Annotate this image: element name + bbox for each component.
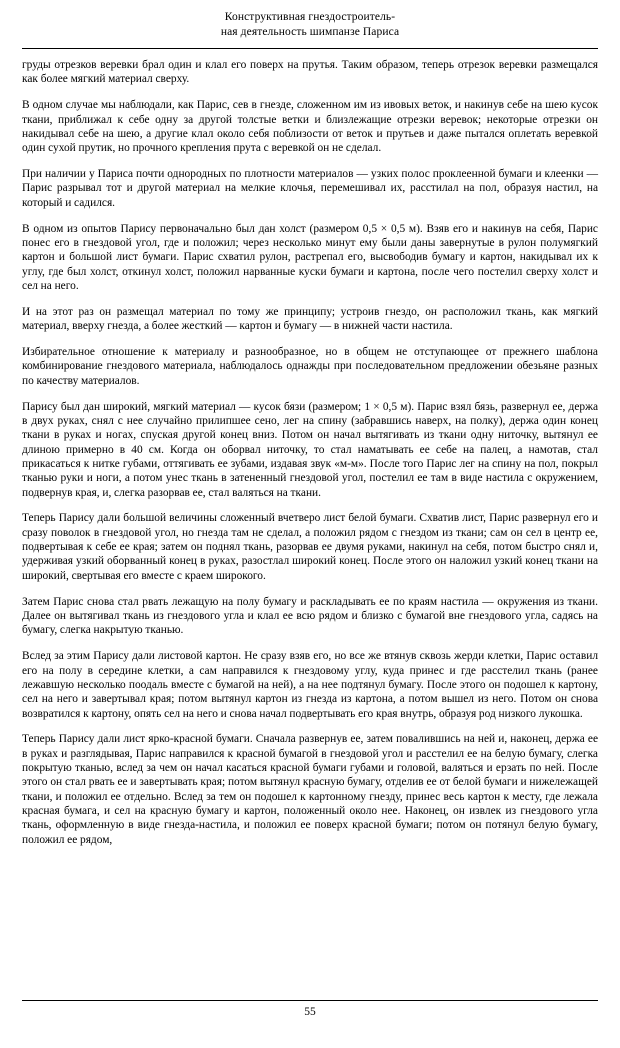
- paragraph: груды отрезков веревки брал один и клал его поверх на прутья. Таким образом, теперь отрезок веревки размещался как более мягкий материал сверху.: [22, 59, 598, 86]
- paragraph: Избирательное отношение к материалу и разнообразное, но в общем не отступающее от прежнего шаблона комбинирование гнездового материала, наблюдалось однажды при последовательном предложении обезьяне разных по качеству материалов.: [22, 346, 598, 387]
- paragraph: При наличии у Париса почти однородных по плотности материалов — узких полос проклеенной бумаги и клеенки — Парис разрывал тот и другой материал на мелкие клочья, перемешивал их, расстилал на пол, образуя настил, на который и садился.: [22, 168, 598, 209]
- body-text: [22, 49, 598, 847]
- page-number: 55: [304, 1006, 316, 1018]
- running-head-line-2: ная деятельность шимпанзе Париса: [220, 26, 400, 38]
- paragraph: Теперь Парису дали большой величины сложенный вчетверо лист белой бумаги. Схватив лист, Парис развернул его и сразу поволок в гнездовой угол, но гнезда там не сделал, а положил рядом с гнездом из ткани; сам он сел в центр ее, подвертывая к себе ее края; затем он поднял ткань, разорвав ее двумя руками, накинул на себя, потом быстро снял и, удерживая узкий оборванный конец в руках, разостлал широкий конец. После этого он наложил узкий конец ткани на широкий, свертывая его вместе с краем широкого.: [22, 512, 598, 582]
- paragraph: Вслед за этим Парису дали листовой картон. Не сразу взяв его, но все же втянув сквозь жерди клетки, Парис оставил его на полу в середине клетки, а сам направился к гнездовому углу, куда принес и где расстелил ткань (ранее лежавшую несколько поодаль вместе с бумагой на ней), а на нее подтянул бумагу. После этого он подошел к картону, сел на него и завертывал края; потом вытянул картон из гнезда из картона, а потом вышел из него. Потом он снова возвратился к картону, опять сел на него и снова начал подвертывать его края внутрь, образуя род низкого лукошка.: [22, 650, 598, 720]
- paragraph: В одном из опытов Парису первоначально был дан холст (размером 0,5 × 0,5 м). Взяв его и накинув на себя, Парис понес его в гнездовой угол, где и положил; через несколько минут ему были даны завернутые в рулон полумягкий картон и большой лист бумаги. Парис схватил рулон, растрепал его, высвободив бумагу и картон, накидывал их к углу, где был холст, откинул холст, положил нарванные куски бумаги и картона, после чего постелил сверху холст и сел на него.: [22, 222, 598, 292]
- paragraph: Парису был дан широкий, мягкий материал — кусок бязи (размером; 1 × 0,5 м). Парис взял бязь, развернул ее, держа в двух руках, снял с нее случайно прилипшее сено, лег на спину (забравшись наверх, на полку), держа один конец ткани в руках и ногах, спуская другой конец вниз. Потом он начал вытягивать из ткани одну ниточку, вытянул ее длиною примерно в 40 см. Когда он оборвал ниточку, то стал наматывать ее себе на палец, а намотав, стал прикасаться к нитке губами, оттягивать ее зубами, издавая звук «м-м». После того Парис лег на спину на пол, покрыл тканью руки и ноги, а потом унес ткань в затененный гнездовой угол, постелил ее там в виде настила с окружением, подвернув края, и, слегка разорвав ее, стал валяться на ткани.: [22, 400, 598, 499]
- footer-rule: [22, 1000, 598, 1001]
- paragraph: В одном случае мы наблюдали, как Парис, сев в гнезде, сложенном им из ивовых веток, и накинув себе на шею кусок ткани, приближал к себе одну за другой толстые ветки и близлежащие отрезки веревок; некоторые отрезки он накидывал себе на шею, а другие клал около себя поблизости от веток и прутьев и даже пытался оплетать веревкой один сухой прутик, но прочного крепления прута с веревкой он не сделал.: [22, 99, 598, 155]
- running-head-line-1: Конструктивная гнездостроитель-: [224, 11, 396, 23]
- running-head: [0, 0, 620, 40]
- paragraph: Теперь Парису дали лист ярко-красной бумаги. Сначала развернув ее, затем повалившись на ней и, наконец, держа ее в руках и разглядывая, Парис направился к красной бумагой в гнездовой угол и расстелил ее на белую бумагу, слегка покрытую тканью, вслед за чем он начал касаться красной бумаги губами и головой, валяться и ерзать по ней. После этого он стал рвать ее и завертывать края; потом вытянул красную бумагу, отделив ее от белой бумаги и нижележащей ткани, и положил ее отдельно. Вслед за тем он подошел к картонному гнезду, принес весь картон к месту, где лежала красная бумага, и сел на красную бумагу и картон, положенный около нее. Наконец, он извлек из гнездового угла ткань, оформленную в виде гнезда-настила, и положил ее поверх красной бумаги; потом он потянул белую бумагу, положил ее рядом,: [22, 733, 598, 846]
- paragraph: И на этот раз он размещал материал по тому же принципу; устроив гнездо, он расположил ткань, как мягкий материал, вверху гнезда, а более жесткий — картон и бумагу — в нижней части настила.: [22, 305, 598, 333]
- paragraph: Затем Парис снова стал рвать лежащую на полу бумагу и раскладывать ее по краям настила — окружения из ткани. Далее он вытягивал ткань из гнездового угла и клал ее всю рядом и близко с бумагой вне гнездового угла, садясь на бумагу, слегка накрытую тканью.: [22, 595, 598, 637]
